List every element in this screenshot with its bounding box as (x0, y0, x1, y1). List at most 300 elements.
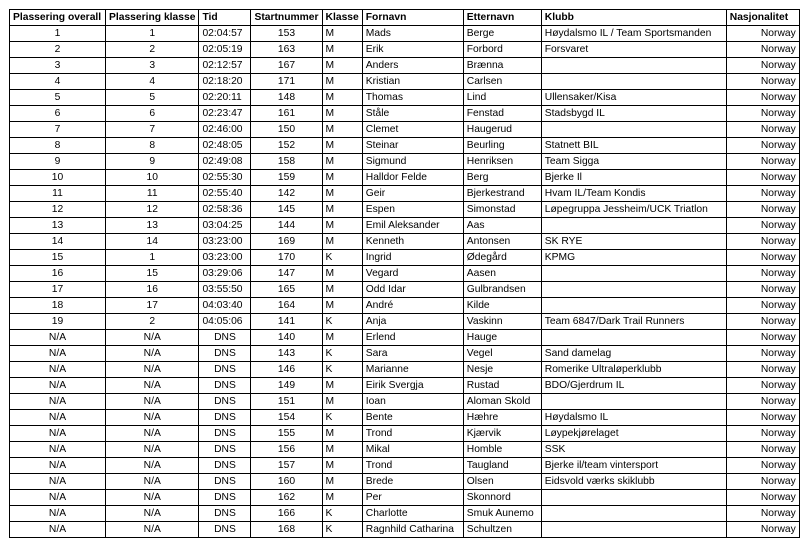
header-tid: Tid (199, 10, 251, 26)
cell-nasjonalitet: Norway (726, 490, 799, 506)
cell-etternavn: Schultzen (463, 522, 541, 538)
header-fornavn: Fornavn (362, 10, 463, 26)
cell-klubb (541, 58, 726, 74)
cell-nasjonalitet: Norway (726, 394, 799, 410)
cell-nasjonalitet: Norway (726, 170, 799, 186)
cell-fornavn: Odd Idar (362, 282, 463, 298)
cell-plassering-overall: 15 (10, 250, 106, 266)
cell-klubb: KPMG (541, 250, 726, 266)
cell-tid: 02:05:19 (199, 42, 251, 58)
cell-plassering-overall: N/A (10, 522, 106, 538)
cell-klasse: M (322, 218, 362, 234)
cell-plassering-overall: 9 (10, 154, 106, 170)
cell-nasjonalitet: Norway (726, 362, 799, 378)
cell-fornavn: Halldor Felde (362, 170, 463, 186)
cell-klubb: Ullensaker/Kisa (541, 90, 726, 106)
cell-klubb: BDO/Gjerdrum IL (541, 378, 726, 394)
cell-klubb: Løypekjørelaget (541, 426, 726, 442)
cell-klasse: M (322, 106, 362, 122)
cell-startnummer: 146 (251, 362, 322, 378)
cell-plassering-overall: 3 (10, 58, 106, 74)
cell-klubb (541, 266, 726, 282)
cell-nasjonalitet: Norway (726, 410, 799, 426)
cell-fornavn: Anders (362, 58, 463, 74)
cell-plassering-overall: N/A (10, 378, 106, 394)
cell-etternavn: Carlsen (463, 74, 541, 90)
cell-klasse: M (322, 58, 362, 74)
table-row (10, 26, 800, 42)
cell-fornavn: Charlotte (362, 506, 463, 522)
cell-fornavn: Ingrid (362, 250, 463, 266)
cell-plassering-klasse: N/A (106, 474, 199, 490)
cell-fornavn: Bente (362, 410, 463, 426)
cell-fornavn: Ståle (362, 106, 463, 122)
cell-plassering-overall: 14 (10, 234, 106, 250)
cell-plassering-overall: 7 (10, 122, 106, 138)
cell-etternavn: Rustad (463, 378, 541, 394)
cell-tid: DNS (199, 458, 251, 474)
cell-klubb (541, 298, 726, 314)
cell-plassering-klasse: N/A (106, 490, 199, 506)
cell-plassering-overall: N/A (10, 426, 106, 442)
cell-fornavn: Mads (362, 26, 463, 42)
cell-klasse: M (322, 298, 362, 314)
cell-fornavn: Kenneth (362, 234, 463, 250)
cell-klasse: K (322, 362, 362, 378)
cell-etternavn: Henriksen (463, 154, 541, 170)
cell-fornavn: Clemet (362, 122, 463, 138)
cell-tid: 04:03:40 (199, 298, 251, 314)
cell-startnummer: 153 (251, 26, 322, 42)
cell-plassering-klasse: N/A (106, 458, 199, 474)
table-row (10, 138, 800, 154)
cell-plassering-klasse: 11 (106, 186, 199, 202)
cell-nasjonalitet: Norway (726, 122, 799, 138)
cell-etternavn: Olsen (463, 474, 541, 490)
table-row (10, 218, 800, 234)
table-row (10, 122, 800, 138)
table-row (10, 394, 800, 410)
cell-fornavn: Eirik Svergja (362, 378, 463, 394)
cell-plassering-overall: N/A (10, 506, 106, 522)
cell-klubb: Høydalsmo IL / Team Sportsmanden (541, 26, 726, 42)
cell-tid: 02:12:57 (199, 58, 251, 74)
cell-tid: DNS (199, 522, 251, 538)
cell-plassering-klasse: N/A (106, 330, 199, 346)
cell-fornavn: Erik (362, 42, 463, 58)
cell-fornavn: Emil Aleksander (362, 218, 463, 234)
table-row (10, 154, 800, 170)
cell-klasse: M (322, 282, 362, 298)
cell-tid: 03:29:06 (199, 266, 251, 282)
cell-startnummer: 148 (251, 90, 322, 106)
cell-klubb: Statnett BIL (541, 138, 726, 154)
cell-plassering-klasse: 17 (106, 298, 199, 314)
cell-tid: 03:23:00 (199, 234, 251, 250)
cell-etternavn: Nesje (463, 362, 541, 378)
cell-tid: 02:23:47 (199, 106, 251, 122)
cell-plassering-klasse: 8 (106, 138, 199, 154)
cell-fornavn: Ragnhild Catharina (362, 522, 463, 538)
cell-nasjonalitet: Norway (726, 74, 799, 90)
cell-fornavn: Vegard (362, 266, 463, 282)
cell-klubb (541, 122, 726, 138)
header-klasse: Klasse (322, 10, 362, 26)
cell-plassering-klasse: N/A (106, 378, 199, 394)
header-klubb: Klubb (541, 10, 726, 26)
cell-plassering-overall: N/A (10, 442, 106, 458)
cell-nasjonalitet: Norway (726, 314, 799, 330)
cell-fornavn: Ioan (362, 394, 463, 410)
cell-klasse: K (322, 506, 362, 522)
table-row (10, 266, 800, 282)
cell-nasjonalitet: Norway (726, 26, 799, 42)
table-row (10, 90, 800, 106)
cell-startnummer: 147 (251, 266, 322, 282)
cell-etternavn: Lind (463, 90, 541, 106)
cell-klubb: Forsvaret (541, 42, 726, 58)
cell-nasjonalitet: Norway (726, 506, 799, 522)
cell-tid: DNS (199, 490, 251, 506)
cell-tid: DNS (199, 378, 251, 394)
cell-klasse: M (322, 330, 362, 346)
cell-startnummer: 149 (251, 378, 322, 394)
cell-klubb: Eidsvold værks skiklubb (541, 474, 726, 490)
table-row (10, 58, 800, 74)
cell-klasse: M (322, 394, 362, 410)
table-row (10, 330, 800, 346)
cell-klubb: Høydalsmo IL (541, 410, 726, 426)
cell-plassering-overall: N/A (10, 474, 106, 490)
cell-startnummer: 160 (251, 474, 322, 490)
cell-klasse: M (322, 90, 362, 106)
cell-etternavn: Simonstad (463, 202, 541, 218)
cell-plassering-overall: N/A (10, 490, 106, 506)
cell-tid: DNS (199, 394, 251, 410)
cell-nasjonalitet: Norway (726, 106, 799, 122)
cell-etternavn: Brænna (463, 58, 541, 74)
cell-klasse: K (322, 410, 362, 426)
cell-nasjonalitet: Norway (726, 234, 799, 250)
cell-plassering-overall: 1 (10, 26, 106, 42)
cell-nasjonalitet: Norway (726, 186, 799, 202)
cell-plassering-overall: 17 (10, 282, 106, 298)
table-row (10, 506, 800, 522)
cell-plassering-klasse: 10 (106, 170, 199, 186)
cell-startnummer: 152 (251, 138, 322, 154)
cell-klasse: M (322, 138, 362, 154)
header-plassering-overall: Plassering overall (10, 10, 106, 26)
cell-klubb: Hvam IL/Team Kondis (541, 186, 726, 202)
cell-plassering-klasse: N/A (106, 362, 199, 378)
table-row (10, 42, 800, 58)
cell-startnummer: 140 (251, 330, 322, 346)
cell-klubb (541, 218, 726, 234)
cell-klasse: M (322, 490, 362, 506)
table-row (10, 346, 800, 362)
cell-startnummer: 165 (251, 282, 322, 298)
cell-tid: 03:04:25 (199, 218, 251, 234)
cell-startnummer: 142 (251, 186, 322, 202)
table-row (10, 202, 800, 218)
cell-plassering-overall: N/A (10, 362, 106, 378)
cell-fornavn: Espen (362, 202, 463, 218)
cell-plassering-klasse: N/A (106, 410, 199, 426)
cell-nasjonalitet: Norway (726, 330, 799, 346)
cell-plassering-overall: N/A (10, 394, 106, 410)
cell-plassering-klasse: 2 (106, 314, 199, 330)
cell-etternavn: Forbord (463, 42, 541, 58)
cell-etternavn: Bjerkestrand (463, 186, 541, 202)
cell-plassering-klasse: N/A (106, 346, 199, 362)
table-row (10, 458, 800, 474)
cell-plassering-klasse: 1 (106, 26, 199, 42)
table-row (10, 426, 800, 442)
cell-startnummer: 150 (251, 122, 322, 138)
cell-klasse: M (322, 42, 362, 58)
cell-plassering-overall: N/A (10, 330, 106, 346)
header-nasjonalitet: Nasjonalitet (726, 10, 799, 26)
cell-nasjonalitet: Norway (726, 458, 799, 474)
header-row (10, 10, 800, 26)
cell-etternavn: Antonsen (463, 234, 541, 250)
cell-plassering-overall: 5 (10, 90, 106, 106)
cell-klubb: Sand damelag (541, 346, 726, 362)
cell-nasjonalitet: Norway (726, 218, 799, 234)
cell-fornavn: Trond (362, 426, 463, 442)
cell-plassering-klasse: 4 (106, 74, 199, 90)
cell-klubb (541, 74, 726, 90)
cell-etternavn: Vaskinn (463, 314, 541, 330)
cell-klasse: M (322, 442, 362, 458)
table-row (10, 314, 800, 330)
cell-startnummer: 167 (251, 58, 322, 74)
cell-startnummer: 170 (251, 250, 322, 266)
cell-klasse: M (322, 266, 362, 282)
cell-nasjonalitet: Norway (726, 138, 799, 154)
cell-tid: 02:04:57 (199, 26, 251, 42)
cell-etternavn: Gulbrandsen (463, 282, 541, 298)
cell-klubb (541, 394, 726, 410)
cell-klasse: K (322, 250, 362, 266)
table-row (10, 170, 800, 186)
table-row (10, 362, 800, 378)
cell-plassering-overall: N/A (10, 410, 106, 426)
cell-plassering-overall: 19 (10, 314, 106, 330)
cell-nasjonalitet: Norway (726, 378, 799, 394)
cell-etternavn: Hæhre (463, 410, 541, 426)
cell-etternavn: Hauge (463, 330, 541, 346)
cell-klasse: M (322, 26, 362, 42)
cell-klasse: M (322, 154, 362, 170)
cell-klasse: M (322, 74, 362, 90)
cell-plassering-klasse: 1 (106, 250, 199, 266)
cell-etternavn: Aloman Skold (463, 394, 541, 410)
cell-startnummer: 164 (251, 298, 322, 314)
cell-klasse: M (322, 234, 362, 250)
cell-startnummer: 157 (251, 458, 322, 474)
cell-fornavn: Anja (362, 314, 463, 330)
cell-tid: 02:20:11 (199, 90, 251, 106)
cell-plassering-klasse: N/A (106, 522, 199, 538)
cell-tid: 02:18:20 (199, 74, 251, 90)
cell-klubb: Team Sigga (541, 154, 726, 170)
cell-klubb: Romerike Ultraløperklubb (541, 362, 726, 378)
cell-etternavn: Vegel (463, 346, 541, 362)
cell-startnummer: 156 (251, 442, 322, 458)
cell-etternavn: Smuk Aunemo (463, 506, 541, 522)
cell-etternavn: Berg (463, 170, 541, 186)
cell-startnummer: 166 (251, 506, 322, 522)
cell-plassering-overall: N/A (10, 346, 106, 362)
cell-etternavn: Homble (463, 442, 541, 458)
table-row (10, 378, 800, 394)
cell-startnummer: 151 (251, 394, 322, 410)
cell-plassering-klasse: 3 (106, 58, 199, 74)
cell-plassering-klasse: 13 (106, 218, 199, 234)
cell-nasjonalitet: Norway (726, 42, 799, 58)
cell-etternavn: Haugerud (463, 122, 541, 138)
cell-startnummer: 144 (251, 218, 322, 234)
cell-tid: 02:55:40 (199, 186, 251, 202)
cell-klubb: Bjerke il/team vintersport (541, 458, 726, 474)
cell-startnummer: 158 (251, 154, 322, 170)
cell-fornavn: Kristian (362, 74, 463, 90)
cell-plassering-klasse: N/A (106, 394, 199, 410)
cell-etternavn: Taugland (463, 458, 541, 474)
cell-klasse: K (322, 522, 362, 538)
cell-tid: 02:55:30 (199, 170, 251, 186)
table-row (10, 234, 800, 250)
cell-plassering-overall: 12 (10, 202, 106, 218)
table-row (10, 250, 800, 266)
cell-klasse: M (322, 474, 362, 490)
cell-tid: 02:49:08 (199, 154, 251, 170)
cell-startnummer: 162 (251, 490, 322, 506)
cell-klubb: Bjerke Il (541, 170, 726, 186)
cell-klasse: K (322, 346, 362, 362)
cell-klubb: SK RYE (541, 234, 726, 250)
cell-plassering-klasse: 6 (106, 106, 199, 122)
header-etternavn: Etternavn (463, 10, 541, 26)
cell-plassering-overall: 6 (10, 106, 106, 122)
cell-tid: DNS (199, 346, 251, 362)
cell-plassering-overall: 8 (10, 138, 106, 154)
cell-tid: 03:23:00 (199, 250, 251, 266)
table-row (10, 490, 800, 506)
cell-plassering-klasse: 9 (106, 154, 199, 170)
cell-startnummer: 169 (251, 234, 322, 250)
cell-etternavn: Kilde (463, 298, 541, 314)
cell-plassering-klasse: 2 (106, 42, 199, 58)
cell-plassering-klasse: 7 (106, 122, 199, 138)
table-row (10, 474, 800, 490)
cell-plassering-overall: 18 (10, 298, 106, 314)
cell-nasjonalitet: Norway (726, 474, 799, 490)
cell-tid: DNS (199, 442, 251, 458)
cell-plassering-overall: 16 (10, 266, 106, 282)
cell-tid: 04:05:06 (199, 314, 251, 330)
cell-etternavn: Aasen (463, 266, 541, 282)
cell-tid: DNS (199, 474, 251, 490)
cell-tid: DNS (199, 362, 251, 378)
cell-startnummer: 141 (251, 314, 322, 330)
cell-plassering-klasse: 5 (106, 90, 199, 106)
cell-klubb (541, 490, 726, 506)
cell-etternavn: Berge (463, 26, 541, 42)
cell-klubb: Team 6847/Dark Trail Runners (541, 314, 726, 330)
cell-plassering-overall: 13 (10, 218, 106, 234)
cell-startnummer: 163 (251, 42, 322, 58)
cell-nasjonalitet: Norway (726, 522, 799, 538)
cell-fornavn: Sara (362, 346, 463, 362)
cell-plassering-overall: 10 (10, 170, 106, 186)
cell-plassering-klasse: 16 (106, 282, 199, 298)
cell-tid: 02:48:05 (199, 138, 251, 154)
cell-fornavn: Brede (362, 474, 463, 490)
cell-fornavn: André (362, 298, 463, 314)
cell-nasjonalitet: Norway (726, 154, 799, 170)
cell-etternavn: Fenstad (463, 106, 541, 122)
cell-klasse: M (322, 378, 362, 394)
cell-klasse: M (322, 426, 362, 442)
cell-etternavn: Beurling (463, 138, 541, 154)
cell-klasse: M (322, 186, 362, 202)
cell-fornavn: Per (362, 490, 463, 506)
cell-tid: DNS (199, 410, 251, 426)
cell-nasjonalitet: Norway (726, 202, 799, 218)
cell-etternavn: Aas (463, 218, 541, 234)
cell-klubb (541, 330, 726, 346)
cell-tid: 02:58:36 (199, 202, 251, 218)
cell-etternavn: Ødegård (463, 250, 541, 266)
cell-fornavn: Trond (362, 458, 463, 474)
cell-tid: DNS (199, 330, 251, 346)
table-row (10, 186, 800, 202)
cell-startnummer: 168 (251, 522, 322, 538)
cell-fornavn: Steinar (362, 138, 463, 154)
cell-plassering-overall: 11 (10, 186, 106, 202)
cell-klubb (541, 522, 726, 538)
table-row (10, 522, 800, 538)
cell-plassering-overall: N/A (10, 458, 106, 474)
cell-startnummer: 155 (251, 426, 322, 442)
cell-tid: 03:55:50 (199, 282, 251, 298)
cell-nasjonalitet: Norway (726, 58, 799, 74)
cell-startnummer: 159 (251, 170, 322, 186)
cell-plassering-klasse: 15 (106, 266, 199, 282)
cell-fornavn: Marianne (362, 362, 463, 378)
cell-nasjonalitet: Norway (726, 282, 799, 298)
cell-nasjonalitet: Norway (726, 346, 799, 362)
table-row (10, 298, 800, 314)
cell-plassering-klasse: 14 (106, 234, 199, 250)
cell-nasjonalitet: Norway (726, 426, 799, 442)
cell-fornavn: Sigmund (362, 154, 463, 170)
cell-tid: DNS (199, 426, 251, 442)
cell-etternavn: Skonnord (463, 490, 541, 506)
cell-startnummer: 171 (251, 74, 322, 90)
cell-nasjonalitet: Norway (726, 442, 799, 458)
table-row (10, 106, 800, 122)
cell-klasse: M (322, 202, 362, 218)
cell-plassering-klasse: 12 (106, 202, 199, 218)
cell-fornavn: Geir (362, 186, 463, 202)
table-row (10, 74, 800, 90)
cell-fornavn: Mikal (362, 442, 463, 458)
cell-plassering-klasse: N/A (106, 442, 199, 458)
cell-klasse: M (322, 170, 362, 186)
